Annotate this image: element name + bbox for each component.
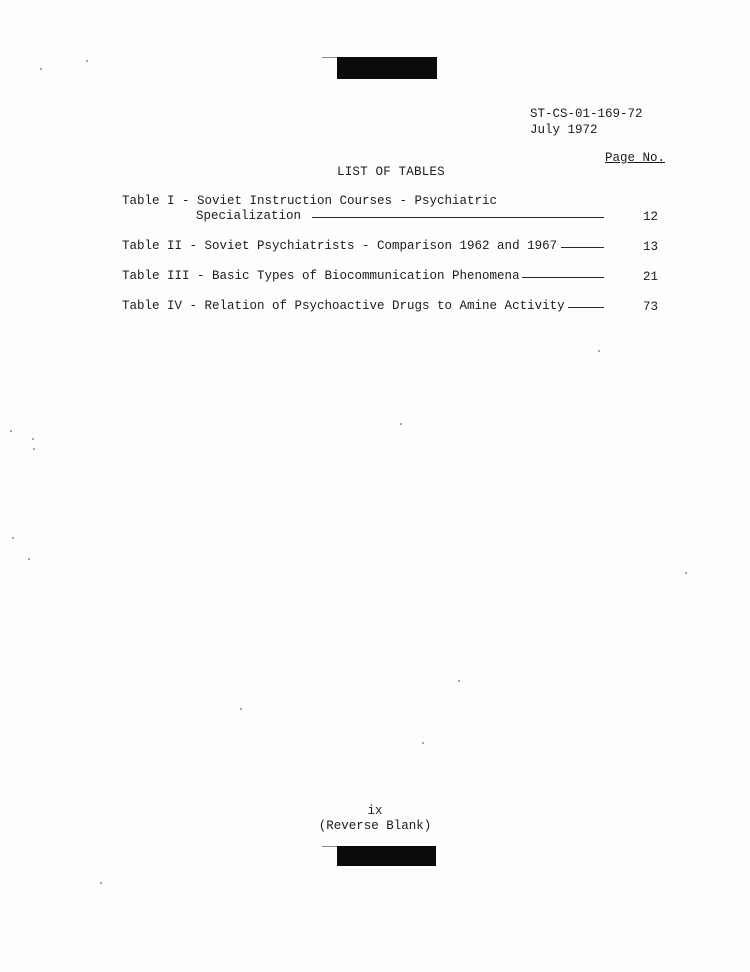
page-number-roman: ix bbox=[367, 804, 383, 818]
page-number-column-header: Page No. bbox=[605, 151, 666, 165]
table-entry-label: Table I - Soviet Instruction Courses - Psychiatric bbox=[122, 194, 498, 208]
speck bbox=[40, 68, 42, 70]
speck bbox=[240, 708, 242, 710]
speck bbox=[33, 448, 35, 450]
speck bbox=[422, 742, 424, 744]
dot-leader bbox=[561, 247, 604, 248]
table-entry-label: Table II - Soviet Psychiatrists - Comparison 1962 and 1967 bbox=[122, 239, 558, 253]
table-entry-continuation: Specialization bbox=[196, 209, 302, 223]
redaction-mark-line bbox=[322, 846, 338, 847]
speck bbox=[685, 572, 687, 574]
document-date: July 1972 bbox=[530, 123, 598, 137]
redaction-mark-line bbox=[322, 57, 338, 58]
dot-leader bbox=[522, 277, 604, 278]
speck bbox=[28, 558, 30, 560]
speck bbox=[12, 537, 14, 539]
table-entry-page-number: 12 bbox=[642, 210, 658, 224]
table-entry-label: Table III - Basic Types of Biocommunication Phenomena bbox=[122, 269, 520, 283]
speck bbox=[32, 438, 34, 440]
speck bbox=[86, 60, 88, 62]
dot-leader bbox=[568, 307, 604, 308]
table-entry-label: Table IV - Relation of Psychoactive Drugs to Amine Activity bbox=[122, 299, 565, 313]
speck bbox=[598, 350, 600, 352]
document-number: ST-CS-01-169-72 bbox=[530, 107, 643, 121]
top-redaction-block bbox=[337, 57, 437, 79]
table-entry-page-number: 73 bbox=[642, 300, 658, 314]
speck bbox=[100, 882, 102, 884]
list-of-tables-title: LIST OF TABLES bbox=[337, 165, 445, 179]
reverse-blank-note: (Reverse Blank) bbox=[318, 819, 432, 833]
table-entry-page-number: 21 bbox=[642, 270, 658, 284]
speck bbox=[400, 423, 402, 425]
speck bbox=[10, 430, 12, 432]
dot-leader bbox=[312, 217, 604, 218]
table-entry-page-number: 13 bbox=[642, 240, 658, 254]
bottom-redaction-block bbox=[337, 846, 436, 866]
speck bbox=[458, 680, 460, 682]
document-id-block bbox=[530, 106, 643, 138]
